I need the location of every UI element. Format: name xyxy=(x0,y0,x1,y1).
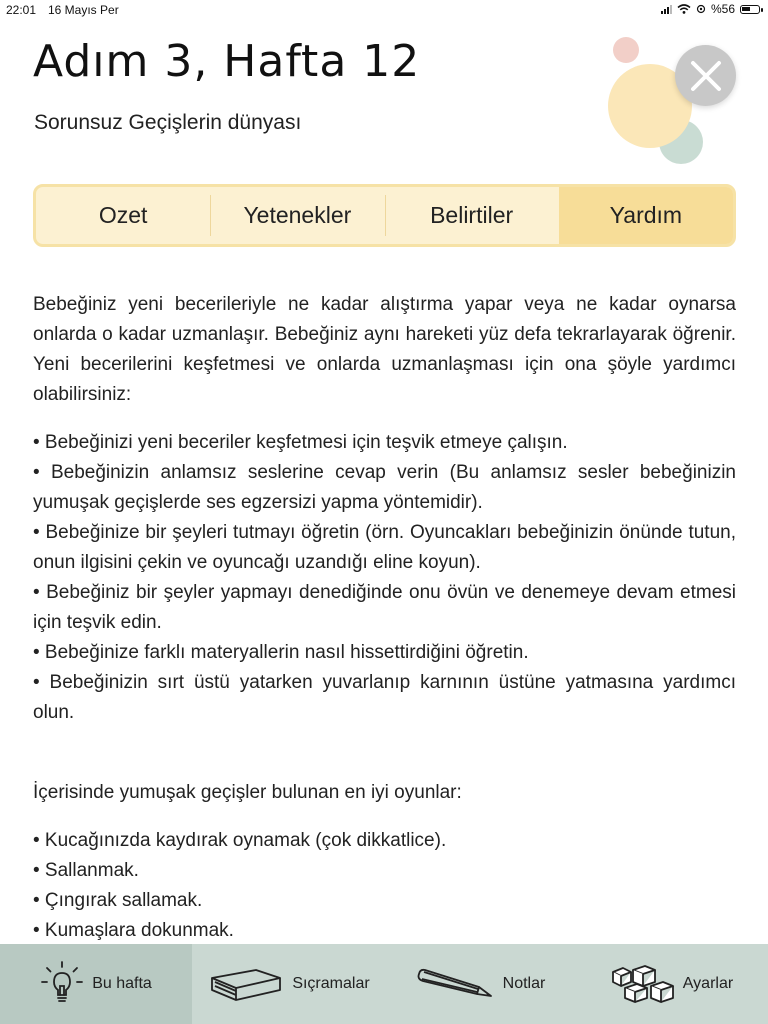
nav-sicramalar[interactable] xyxy=(192,944,384,1024)
game-item: • Kucağınızda kaydırak oynamak (çok dikkatlice). xyxy=(33,830,447,851)
tab-belirtiler[interactable]: Belirtiler xyxy=(385,187,559,244)
nav-ayarlar[interactable] xyxy=(576,944,768,1024)
tip-item: • Bebeğinizi yeni beceriler keşfetmesi için teşvik etmeye çalışın. xyxy=(33,432,568,453)
nav-bu-hafta[interactable] xyxy=(0,944,192,1024)
signal-icon xyxy=(661,4,672,14)
tab-yardim[interactable]: Yardım xyxy=(559,187,733,244)
wifi-icon xyxy=(677,4,691,14)
deco-circle-pink xyxy=(613,37,639,63)
tip-item: • Bebeğinize farklı materyallerin nasıl hissettirdiğini öğretin. xyxy=(33,642,529,663)
close-button[interactable] xyxy=(675,45,736,106)
tab-ozet[interactable]: Ozet xyxy=(98,202,148,228)
game-item: • Sallanmak. xyxy=(33,860,139,881)
status-time: 22:01 xyxy=(6,3,37,17)
nav-label: Bu hafta xyxy=(92,975,152,992)
nav-label: Sıçramalar xyxy=(292,975,370,992)
status-bar xyxy=(0,0,768,20)
tip-item: • Bebeğinizin anlamsız seslerine cevap verin (Bu anlamsız sesler bebeğinizin yumuşak geçişlerde ses egzersizi yapma yöntemidir). xyxy=(33,462,736,513)
location-icon xyxy=(696,4,706,14)
game-item: • Kumaşlara dokunmak. xyxy=(33,920,234,941)
lightbulb-icon xyxy=(40,960,84,1008)
tip-item: • Bebeğiniz bir şeyler yapmayı denediğinde onu övün ve denemeye devam etmesi için teşvik edin. xyxy=(33,582,736,633)
tab-yetenekler[interactable]: Yetenekler xyxy=(210,187,384,244)
game-item: • Çıngırak sallamak. xyxy=(33,890,203,911)
status-right xyxy=(661,2,760,16)
pencil-icon xyxy=(415,966,495,1002)
games-heading: İçerisinde yumuşak geçişler bulunan en iyi oyunlar: xyxy=(33,782,462,803)
help-content[interactable] xyxy=(33,290,736,944)
decorative-circles xyxy=(590,20,760,190)
battery-icon xyxy=(740,5,760,14)
bottom-nav xyxy=(0,944,768,1024)
blocks-icon xyxy=(611,964,675,1004)
nav-label: Notlar xyxy=(502,975,546,992)
tip-item: • Bebeğinize bir şeyleri tutmayı öğretin (örn. Oyuncakları bebeğinizin önünde tutun, onun ilgisini çekin ve oyuncağı uzandığı eline koyun). xyxy=(33,522,736,573)
tip-item: • Bebeğinizin sırt üstü yatarken yuvarlanıp karnının üstüne yatmasına yardımcı olun. xyxy=(33,672,736,723)
page-title: Adım 3, Hafta 12 xyxy=(33,36,421,87)
nav-label: Ayarlar xyxy=(682,975,734,992)
segment-tabs xyxy=(33,184,736,247)
nav-notlar[interactable] xyxy=(384,944,576,1024)
status-date: 16 Mayıs Per xyxy=(48,3,119,17)
battery-percent: %56 xyxy=(710,2,735,16)
close-icon xyxy=(689,59,723,93)
page-subtitle: Sorunsuz Geçişlerin dünyası xyxy=(34,111,302,134)
intro-paragraph: Bebeğiniz yeni becerileriyle ne kadar alıştırma yapar veya ne kadar oynarsa onlarda o kadar uzmanlaşır. Bebeğiniz aynı hareketi yüz defa tekrarlayarak öğrenir. Yeni becerilerini keşfetmesi ve onlarda uzmanlaşması için ona şöyle yardımcı olabilirsiniz: xyxy=(33,294,736,405)
book-icon xyxy=(206,964,284,1004)
